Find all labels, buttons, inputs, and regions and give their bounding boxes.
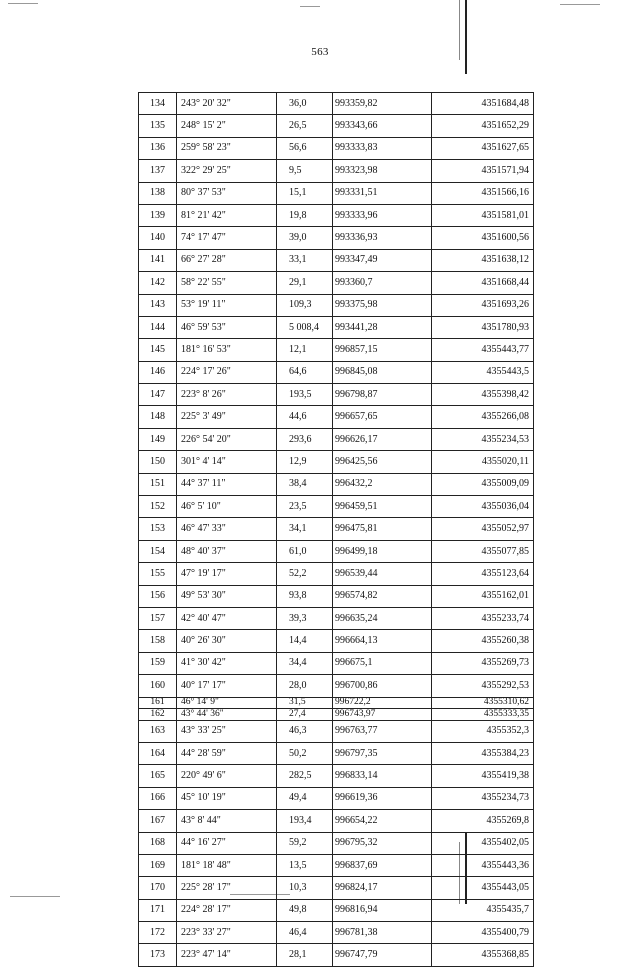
x-coordinate-cell: 993336,93 xyxy=(333,227,432,249)
x-coordinate-cell: 993375,98 xyxy=(333,294,432,316)
point-number-cell: 159 xyxy=(139,652,177,674)
bearing-angle-cell: 44° 16' 27" xyxy=(177,832,277,854)
bearing-angle-cell: 225° 3' 49" xyxy=(177,406,277,428)
scan-speck xyxy=(8,3,38,4)
x-coordinate-cell: 996824,17 xyxy=(333,877,432,899)
distance-cell: 15,1 xyxy=(277,182,333,204)
distance-cell: 39,0 xyxy=(277,227,333,249)
x-coordinate-cell: 993359,82 xyxy=(333,93,432,115)
x-coordinate-cell: 996795,32 xyxy=(333,832,432,854)
table-row xyxy=(139,720,534,742)
point-number-cell: 140 xyxy=(139,227,177,249)
x-coordinate-cell: 996675,1 xyxy=(333,652,432,674)
y-coordinate-cell: 4355435,7 xyxy=(432,899,534,921)
table-row xyxy=(139,742,534,764)
table-row xyxy=(139,709,534,721)
bearing-angle-cell: 181° 16' 53" xyxy=(177,339,277,361)
distance-cell: 64,6 xyxy=(277,361,333,383)
point-number-cell: 134 xyxy=(139,93,177,115)
table-row xyxy=(139,630,534,652)
bearing-angle-cell: 45° 10' 19" xyxy=(177,787,277,809)
x-coordinate-cell: 996432,2 xyxy=(333,473,432,495)
x-coordinate-cell: 993441,28 xyxy=(333,316,432,338)
y-coordinate-cell: 4355368,85 xyxy=(432,944,534,966)
y-coordinate-cell: 4355269,73 xyxy=(432,652,534,674)
distance-cell: 28,0 xyxy=(277,675,333,697)
table-row xyxy=(139,877,534,899)
y-coordinate-cell: 4355162,01 xyxy=(432,585,534,607)
table-row xyxy=(139,563,534,585)
point-number-cell: 169 xyxy=(139,854,177,876)
point-number-cell: 168 xyxy=(139,832,177,854)
bearing-angle-cell: 48° 40' 37" xyxy=(177,540,277,562)
scan-speck xyxy=(560,4,600,5)
x-coordinate-cell: 996747,79 xyxy=(333,944,432,966)
table-row xyxy=(139,361,534,383)
y-coordinate-cell: 4351571,94 xyxy=(432,160,534,182)
table-row xyxy=(139,944,534,966)
table-row xyxy=(139,451,534,473)
point-number-cell: 149 xyxy=(139,428,177,450)
y-coordinate-cell: 4355020,11 xyxy=(432,451,534,473)
y-coordinate-cell: 4355077,85 xyxy=(432,540,534,562)
table-row xyxy=(139,227,534,249)
y-coordinate-cell: 4355292,53 xyxy=(432,675,534,697)
table-row xyxy=(139,473,534,495)
coordinates-table xyxy=(138,92,534,967)
distance-cell: 29,1 xyxy=(277,272,333,294)
x-coordinate-cell: 996857,15 xyxy=(333,339,432,361)
distance-cell: 49,4 xyxy=(277,787,333,809)
x-coordinate-cell: 993331,51 xyxy=(333,182,432,204)
x-coordinate-cell: 996459,51 xyxy=(333,496,432,518)
point-number-cell: 141 xyxy=(139,249,177,271)
y-coordinate-cell: 4351780,93 xyxy=(432,316,534,338)
y-coordinate-cell: 4351627,65 xyxy=(432,137,534,159)
table-row xyxy=(139,540,534,562)
x-coordinate-cell: 996743,97 xyxy=(333,709,432,721)
point-number-cell: 147 xyxy=(139,384,177,406)
x-coordinate-cell: 996654,22 xyxy=(333,810,432,832)
point-number-cell: 135 xyxy=(139,115,177,137)
bearing-angle-cell: 41° 30' 42" xyxy=(177,652,277,674)
table-row xyxy=(139,339,534,361)
distance-cell: 9,5 xyxy=(277,160,333,182)
bearing-angle-cell: 224° 28' 17" xyxy=(177,899,277,921)
table-row xyxy=(139,204,534,226)
x-coordinate-cell: 996619,36 xyxy=(333,787,432,809)
x-coordinate-cell: 996626,17 xyxy=(333,428,432,450)
point-number-cell: 148 xyxy=(139,406,177,428)
table-row xyxy=(139,182,534,204)
distance-cell: 10,3 xyxy=(277,877,333,899)
x-coordinate-cell: 996425,56 xyxy=(333,451,432,473)
y-coordinate-cell: 4355443,77 xyxy=(432,339,534,361)
table-row xyxy=(139,675,534,697)
coordinates-table-body xyxy=(139,93,534,967)
point-number-cell: 166 xyxy=(139,787,177,809)
x-coordinate-cell: 996664,13 xyxy=(333,630,432,652)
y-coordinate-cell: 4355402,05 xyxy=(432,832,534,854)
point-number-cell: 153 xyxy=(139,518,177,540)
point-number-cell: 142 xyxy=(139,272,177,294)
x-coordinate-cell: 996539,44 xyxy=(333,563,432,585)
y-coordinate-cell: 4355352,3 xyxy=(432,720,534,742)
bearing-angle-cell: 66° 27' 28" xyxy=(177,249,277,271)
scan-artifact-line xyxy=(459,0,460,60)
table-row xyxy=(139,518,534,540)
bearing-angle-cell: 46° 47' 33" xyxy=(177,518,277,540)
distance-cell: 39,3 xyxy=(277,607,333,629)
x-coordinate-cell: 996722,2 xyxy=(333,697,432,709)
x-coordinate-cell: 996798,87 xyxy=(333,384,432,406)
point-number-cell: 160 xyxy=(139,675,177,697)
bearing-angle-cell: 46° 5' 10" xyxy=(177,496,277,518)
point-number-cell: 152 xyxy=(139,496,177,518)
x-coordinate-cell: 996797,35 xyxy=(333,742,432,764)
x-coordinate-cell: 993323,98 xyxy=(333,160,432,182)
distance-cell: 50,2 xyxy=(277,742,333,764)
y-coordinate-cell: 4355443,5 xyxy=(432,361,534,383)
distance-cell: 56,6 xyxy=(277,137,333,159)
bearing-angle-cell: 58° 22' 55" xyxy=(177,272,277,294)
y-coordinate-cell: 4355052,97 xyxy=(432,518,534,540)
y-coordinate-cell: 4355233,74 xyxy=(432,607,534,629)
distance-cell: 34,1 xyxy=(277,518,333,540)
point-number-cell: 167 xyxy=(139,810,177,832)
x-coordinate-cell: 996475,81 xyxy=(333,518,432,540)
y-coordinate-cell: 4355260,38 xyxy=(432,630,534,652)
table-row xyxy=(139,922,534,944)
x-coordinate-cell: 993333,96 xyxy=(333,204,432,226)
y-coordinate-cell: 4355036,04 xyxy=(432,496,534,518)
distance-cell: 93,8 xyxy=(277,585,333,607)
x-coordinate-cell: 996657,65 xyxy=(333,406,432,428)
point-number-cell: 164 xyxy=(139,742,177,764)
point-number-cell: 173 xyxy=(139,944,177,966)
table-row xyxy=(139,160,534,182)
x-coordinate-cell: 996763,77 xyxy=(333,720,432,742)
x-coordinate-cell: 993360,7 xyxy=(333,272,432,294)
bearing-angle-cell: 43° 44' 36" xyxy=(177,709,277,721)
bearing-angle-cell: 49° 53' 30" xyxy=(177,585,277,607)
distance-cell: 34,4 xyxy=(277,652,333,674)
point-number-cell: 146 xyxy=(139,361,177,383)
bearing-angle-cell: 43° 8' 44" xyxy=(177,810,277,832)
y-coordinate-cell: 4355234,73 xyxy=(432,787,534,809)
distance-cell: 109,3 xyxy=(277,294,333,316)
bearing-angle-cell: 259° 58' 23" xyxy=(177,137,277,159)
distance-cell: 49,8 xyxy=(277,899,333,921)
y-coordinate-cell: 4355443,05 xyxy=(432,877,534,899)
bearing-angle-cell: 181° 18' 48" xyxy=(177,854,277,876)
bearing-angle-cell: 46° 14' 9" xyxy=(177,697,277,709)
distance-cell: 26,5 xyxy=(277,115,333,137)
bearing-angle-cell: 40° 26' 30" xyxy=(177,630,277,652)
bearing-angle-cell: 223° 33' 27" xyxy=(177,922,277,944)
x-coordinate-cell: 996816,94 xyxy=(333,899,432,921)
y-coordinate-cell: 4351600,56 xyxy=(432,227,534,249)
distance-cell: 36,0 xyxy=(277,93,333,115)
bearing-angle-cell: 47° 19' 17" xyxy=(177,563,277,585)
point-number-cell: 137 xyxy=(139,160,177,182)
bearing-angle-cell: 226° 54' 20" xyxy=(177,428,277,450)
point-number-cell: 162 xyxy=(139,709,177,721)
table-row xyxy=(139,249,534,271)
scan-speck xyxy=(10,896,60,897)
point-number-cell: 157 xyxy=(139,607,177,629)
table-row xyxy=(139,697,534,709)
point-number-cell: 151 xyxy=(139,473,177,495)
bearing-angle-cell: 243° 20' 32" xyxy=(177,93,277,115)
distance-cell: 28,1 xyxy=(277,944,333,966)
bearing-angle-cell: 223° 8' 26" xyxy=(177,384,277,406)
point-number-cell: 143 xyxy=(139,294,177,316)
y-coordinate-cell: 4355384,23 xyxy=(432,742,534,764)
table-row xyxy=(139,316,534,338)
x-coordinate-cell: 996499,18 xyxy=(333,540,432,562)
table-row xyxy=(139,810,534,832)
distance-cell: 59,2 xyxy=(277,832,333,854)
table-row xyxy=(139,607,534,629)
distance-cell: 12,9 xyxy=(277,451,333,473)
distance-cell: 282,5 xyxy=(277,765,333,787)
distance-cell: 61,0 xyxy=(277,540,333,562)
distance-cell: 293,6 xyxy=(277,428,333,450)
distance-cell: 5 008,4 xyxy=(277,316,333,338)
point-number-cell: 155 xyxy=(139,563,177,585)
bearing-angle-cell: 322° 29' 25" xyxy=(177,160,277,182)
distance-cell: 14,4 xyxy=(277,630,333,652)
bearing-angle-cell: 81° 21' 42" xyxy=(177,204,277,226)
table-row xyxy=(139,294,534,316)
x-coordinate-cell: 993343,66 xyxy=(333,115,432,137)
y-coordinate-cell: 4355310,62 xyxy=(432,697,534,709)
distance-cell: 193,5 xyxy=(277,384,333,406)
table-row xyxy=(139,585,534,607)
distance-cell: 19,8 xyxy=(277,204,333,226)
bearing-angle-cell: 53° 19' 11" xyxy=(177,294,277,316)
bearing-angle-cell: 42° 40' 47" xyxy=(177,607,277,629)
y-coordinate-cell: 4351684,48 xyxy=(432,93,534,115)
table-row xyxy=(139,899,534,921)
distance-cell: 27,4 xyxy=(277,709,333,721)
point-number-cell: 156 xyxy=(139,585,177,607)
distance-cell: 13,5 xyxy=(277,854,333,876)
bearing-angle-cell: 46° 59' 53" xyxy=(177,316,277,338)
page-number: 563 xyxy=(311,46,329,58)
distance-cell: 46,4 xyxy=(277,922,333,944)
y-coordinate-cell: 4355269,8 xyxy=(432,810,534,832)
x-coordinate-cell: 996845,08 xyxy=(333,361,432,383)
table-row xyxy=(139,428,534,450)
bearing-angle-cell: 43° 33' 25" xyxy=(177,720,277,742)
y-coordinate-cell: 4355123,64 xyxy=(432,563,534,585)
table-row xyxy=(139,384,534,406)
y-coordinate-cell: 4355398,42 xyxy=(432,384,534,406)
point-number-cell: 158 xyxy=(139,630,177,652)
y-coordinate-cell: 4355266,08 xyxy=(432,406,534,428)
x-coordinate-cell: 996700,86 xyxy=(333,675,432,697)
distance-cell: 44,6 xyxy=(277,406,333,428)
y-coordinate-cell: 4351668,44 xyxy=(432,272,534,294)
bearing-angle-cell: 74° 17' 47" xyxy=(177,227,277,249)
point-number-cell: 163 xyxy=(139,720,177,742)
point-number-cell: 136 xyxy=(139,137,177,159)
table-row xyxy=(139,93,534,115)
point-number-cell: 161 xyxy=(139,697,177,709)
point-number-cell: 145 xyxy=(139,339,177,361)
bearing-angle-cell: 80° 37' 53" xyxy=(177,182,277,204)
table-row xyxy=(139,496,534,518)
point-number-cell: 154 xyxy=(139,540,177,562)
point-number-cell: 139 xyxy=(139,204,177,226)
point-number-cell: 144 xyxy=(139,316,177,338)
y-coordinate-cell: 4351581,01 xyxy=(432,204,534,226)
x-coordinate-cell: 996833,14 xyxy=(333,765,432,787)
distance-cell: 46,3 xyxy=(277,720,333,742)
bearing-angle-cell: 44° 37' 11" xyxy=(177,473,277,495)
distance-cell: 31,5 xyxy=(277,697,333,709)
bearing-angle-cell: 248° 15' 2" xyxy=(177,115,277,137)
point-number-cell: 170 xyxy=(139,877,177,899)
y-coordinate-cell: 4355400,79 xyxy=(432,922,534,944)
y-coordinate-cell: 4351652,29 xyxy=(432,115,534,137)
table-row xyxy=(139,652,534,674)
y-coordinate-cell: 4351693,26 xyxy=(432,294,534,316)
bearing-angle-cell: 40° 17' 17" xyxy=(177,675,277,697)
y-coordinate-cell: 4355234,53 xyxy=(432,428,534,450)
point-number-cell: 165 xyxy=(139,765,177,787)
bearing-angle-cell: 44° 28' 59" xyxy=(177,742,277,764)
x-coordinate-cell: 996574,82 xyxy=(333,585,432,607)
point-number-cell: 138 xyxy=(139,182,177,204)
y-coordinate-cell: 4351566,16 xyxy=(432,182,534,204)
distance-cell: 33,1 xyxy=(277,249,333,271)
y-coordinate-cell: 4355009,09 xyxy=(432,473,534,495)
x-coordinate-cell: 996635,24 xyxy=(333,607,432,629)
point-number-cell: 172 xyxy=(139,922,177,944)
x-coordinate-cell: 996837,69 xyxy=(333,854,432,876)
distance-cell: 12,1 xyxy=(277,339,333,361)
table-row xyxy=(139,787,534,809)
table-row xyxy=(139,115,534,137)
distance-cell: 193,4 xyxy=(277,810,333,832)
y-coordinate-cell: 4351638,12 xyxy=(432,249,534,271)
y-coordinate-cell: 4355443,36 xyxy=(432,854,534,876)
point-number-cell: 150 xyxy=(139,451,177,473)
bearing-angle-cell: 220° 49' 6" xyxy=(177,765,277,787)
x-coordinate-cell: 993347,49 xyxy=(333,249,432,271)
bearing-angle-cell: 225° 28' 17" xyxy=(177,877,277,899)
point-number-cell: 171 xyxy=(139,899,177,921)
y-coordinate-cell: 4355333,35 xyxy=(432,709,534,721)
table-row xyxy=(139,137,534,159)
x-coordinate-cell: 993333,83 xyxy=(333,137,432,159)
distance-cell: 23,5 xyxy=(277,496,333,518)
table-row xyxy=(139,832,534,854)
table-row xyxy=(139,854,534,876)
distance-cell: 52,2 xyxy=(277,563,333,585)
bearing-angle-cell: 301° 4' 14" xyxy=(177,451,277,473)
bearing-angle-cell: 223° 47' 14" xyxy=(177,944,277,966)
table-row xyxy=(139,272,534,294)
table-row xyxy=(139,765,534,787)
table-row xyxy=(139,406,534,428)
bearing-angle-cell: 224° 17' 26" xyxy=(177,361,277,383)
scan-speck xyxy=(300,6,320,7)
x-coordinate-cell: 996781,38 xyxy=(333,922,432,944)
distance-cell: 38,4 xyxy=(277,473,333,495)
binding-mark-top xyxy=(465,0,467,74)
y-coordinate-cell: 4355419,38 xyxy=(432,765,534,787)
